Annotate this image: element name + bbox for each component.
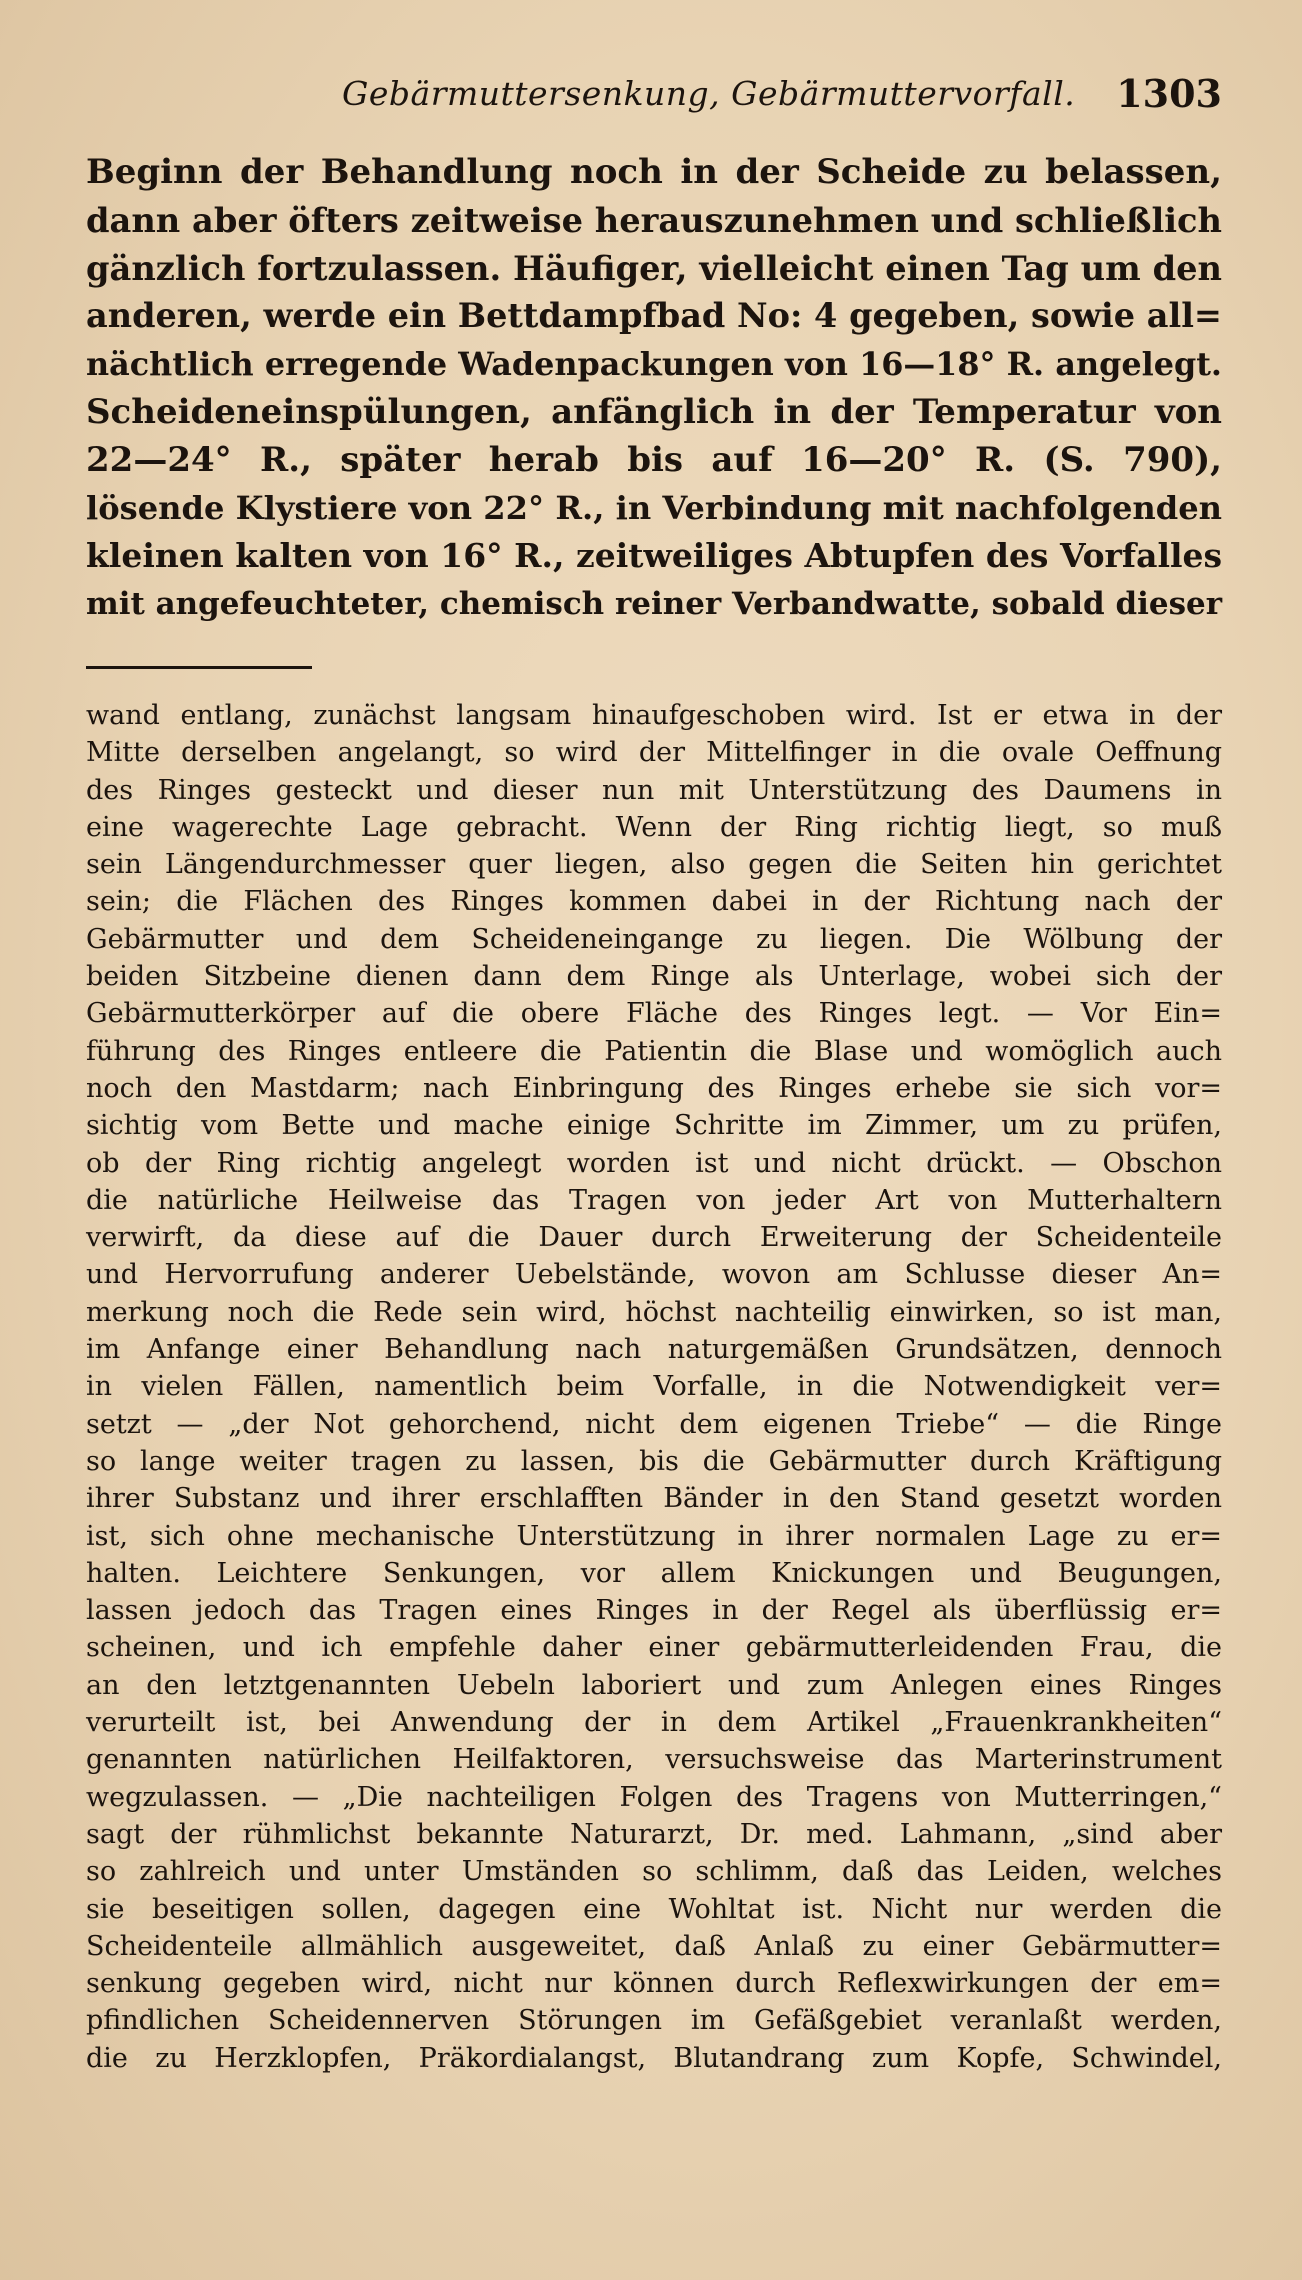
footnote-line: verwirft, da diese auf die Dauer durch Erweiterung der Scheidenteile: [86, 1222, 1222, 1254]
footnote-line: ob der Ring richtig angelegt worden ist und nicht drückt. — Obschon: [86, 1147, 1222, 1179]
main-text-line: anderen, werde ein Bettdampfbad No: 4 gegeben, sowie all=: [86, 296, 1222, 335]
main-text-line: nächtlich erregende Wadenpackungen von 16—18° R. angelegt.: [86, 345, 1222, 383]
footnote-line: scheinen, und ich empfehle daher einer gebärmutterleidenden Frau, die: [86, 1632, 1222, 1664]
footnote-line: verurteilt ist, bei Anwendung der in dem Artikel „Frauenkrankheiten“: [86, 1707, 1222, 1739]
footnote-line: halten. Leichtere Senkungen, vor allem Knickungen und Beugungen,: [86, 1557, 1222, 1589]
main-text-line: 22—24° R., später herab bis auf 16—20° R. (S. 790),: [86, 440, 1222, 480]
footnote-line: senkung gegeben wird, nicht nur können durch Reflexwirkungen der em=: [86, 1968, 1222, 2000]
footnote-line: an den letztgenannten Uebeln laboriert und zum Anlegen eines Ringes: [86, 1669, 1222, 1701]
main-text-line: lösende Klystiere von 22° R., in Verbindung mit nachfolgenden: [86, 489, 1222, 527]
footnote-line: eine wagerechte Lage gebracht. Wenn der Ring richtig liegt, so muß: [86, 811, 1222, 843]
footnote-line: pfindlichen Scheidennerven Störungen im Gefäßgebiet veranlaßt werden,: [86, 2005, 1222, 2037]
footnote-line: wand entlang, zunächst langsam hinaufgeschoben wird. Ist er etwa in der: [86, 700, 1222, 731]
main-text-line: Beginn der Behandlung noch in der Scheide zu belassen,: [86, 152, 1222, 192]
footnote-line: ihrer Substanz und ihrer erschlafften Bänder in den Stand gesetzt worden: [86, 1483, 1222, 1515]
footnote-line: und Hervorrufung anderer Uebelstände, wovon am Schlusse dieser An=: [86, 1259, 1222, 1291]
footnote-line: ist, sich ohne mechanische Unterstützung in ihrer normalen Lage zu er=: [86, 1520, 1222, 1552]
page-number: 1303: [1116, 71, 1222, 116]
main-text-line: mit angefeuchteter, chemisch reiner Verbandwatte, sobald dieser: [86, 586, 1222, 622]
footnote-line: so lange weiter tragen zu lassen, bis die Gebärmutter durch Kräftigung: [86, 1445, 1222, 1477]
footnote-line: wegzulassen. — „Die nachteiligen Folgen des Tragens von Mutterringen,“: [86, 1781, 1222, 1813]
footnote-line: sein; die Flächen des Ringes kommen dabei in der Richtung nach der: [86, 886, 1222, 918]
footnote-line: Mitte derselben angelangt, so wird der Mittelfinger in die ovale Oeffnung: [86, 737, 1222, 769]
main-text: [86, 148, 1222, 628]
main-text-line: gänzlich fortzulassen. Häufiger, vielleicht einen Tag um den: [86, 248, 1222, 288]
running-head: Gebärmuttersenkung, Gebärmuttervorfall.: [342, 74, 1076, 113]
footnote-line: führung des Ringes entleere die Patientin die Blase und womöglich auch: [86, 1035, 1222, 1067]
footnote-line: Gebärmutter und dem Scheideneingange zu liegen. Die Wölbung der: [86, 923, 1222, 955]
footnote-line: beiden Sitzbeine dienen dann dem Ringe als Unterlage, wobei sich der: [86, 961, 1222, 993]
footnote-line: so zahlreich und unter Umständen so schlimm, daß das Leiden, welches: [86, 1856, 1222, 1888]
footnote-line: genannten natürlichen Heilfaktoren, versuchsweise das Marterinstrument: [86, 1744, 1222, 1776]
footnote-line: Gebärmutterkörper auf die obere Fläche des Ringes legt. — Vor Ein=: [86, 998, 1222, 1030]
footnote-line: die natürliche Heilweise das Tragen von jeder Art von Mutterhaltern: [86, 1184, 1222, 1216]
footnote-line: setzt — „der Not gehorchend, nicht dem eigenen Triebe“ — die Ringe: [86, 1408, 1222, 1440]
footnote: [86, 697, 1222, 2077]
footnote-line: lassen jedoch das Tragen eines Ringes in der Regel als überflüssig er=: [86, 1595, 1222, 1627]
footnote-line: merkung noch die Rede sein wird, höchst nachteilig einwirken, so ist man,: [86, 1296, 1222, 1328]
page-header: [86, 66, 1222, 122]
main-text-line: Scheideneinspülungen, anfänglich in der Temperatur von: [86, 392, 1222, 432]
footnote-line: noch den Mastdarm; nach Einbringung des Ringes erhebe sie sich vor=: [86, 1072, 1222, 1104]
footnote-line: sein Längendurchmesser quer liegen, also gegen die Seiten hin gerichtet: [86, 849, 1222, 881]
footnote-line: sagt der rühmlichst bekannte Naturarzt, Dr. med. Lahmann, „sind aber: [86, 1818, 1222, 1850]
main-text-line: dann aber öfters zeitweise herauszunehmen und schließlich: [86, 200, 1222, 240]
footnote-line: in vielen Fällen, namentlich beim Vorfalle, in die Notwendigkeit ver=: [86, 1371, 1222, 1403]
footnote-divider: [86, 666, 312, 669]
footnote-line: des Ringes gesteckt und dieser nun mit Unterstützung des Daumens in: [86, 774, 1222, 806]
footnote-line: Scheidenteile allmählich ausgeweitet, daß Anlaß zu einer Gebärmutter=: [86, 1930, 1222, 1962]
footnote-line: im Anfange einer Behandlung nach naturgemäßen Grundsätzen, dennoch: [86, 1334, 1222, 1366]
main-text-line: kleinen kalten von 16° R., zeitweiliges Abtupfen des Vorfalles: [86, 536, 1222, 575]
footnote-line: sie beseitigen sollen, dagegen eine Wohltat ist. Nicht nur werden die: [86, 1893, 1222, 1925]
footnote-line: die zu Herzklopfen, Präkordialangst, Blutandrang zum Kopfe, Schwindel,: [86, 2042, 1222, 2074]
footnote-line: sichtig vom Bette und mache einige Schritte im Zimmer, um zu prüfen,: [86, 1110, 1222, 1142]
